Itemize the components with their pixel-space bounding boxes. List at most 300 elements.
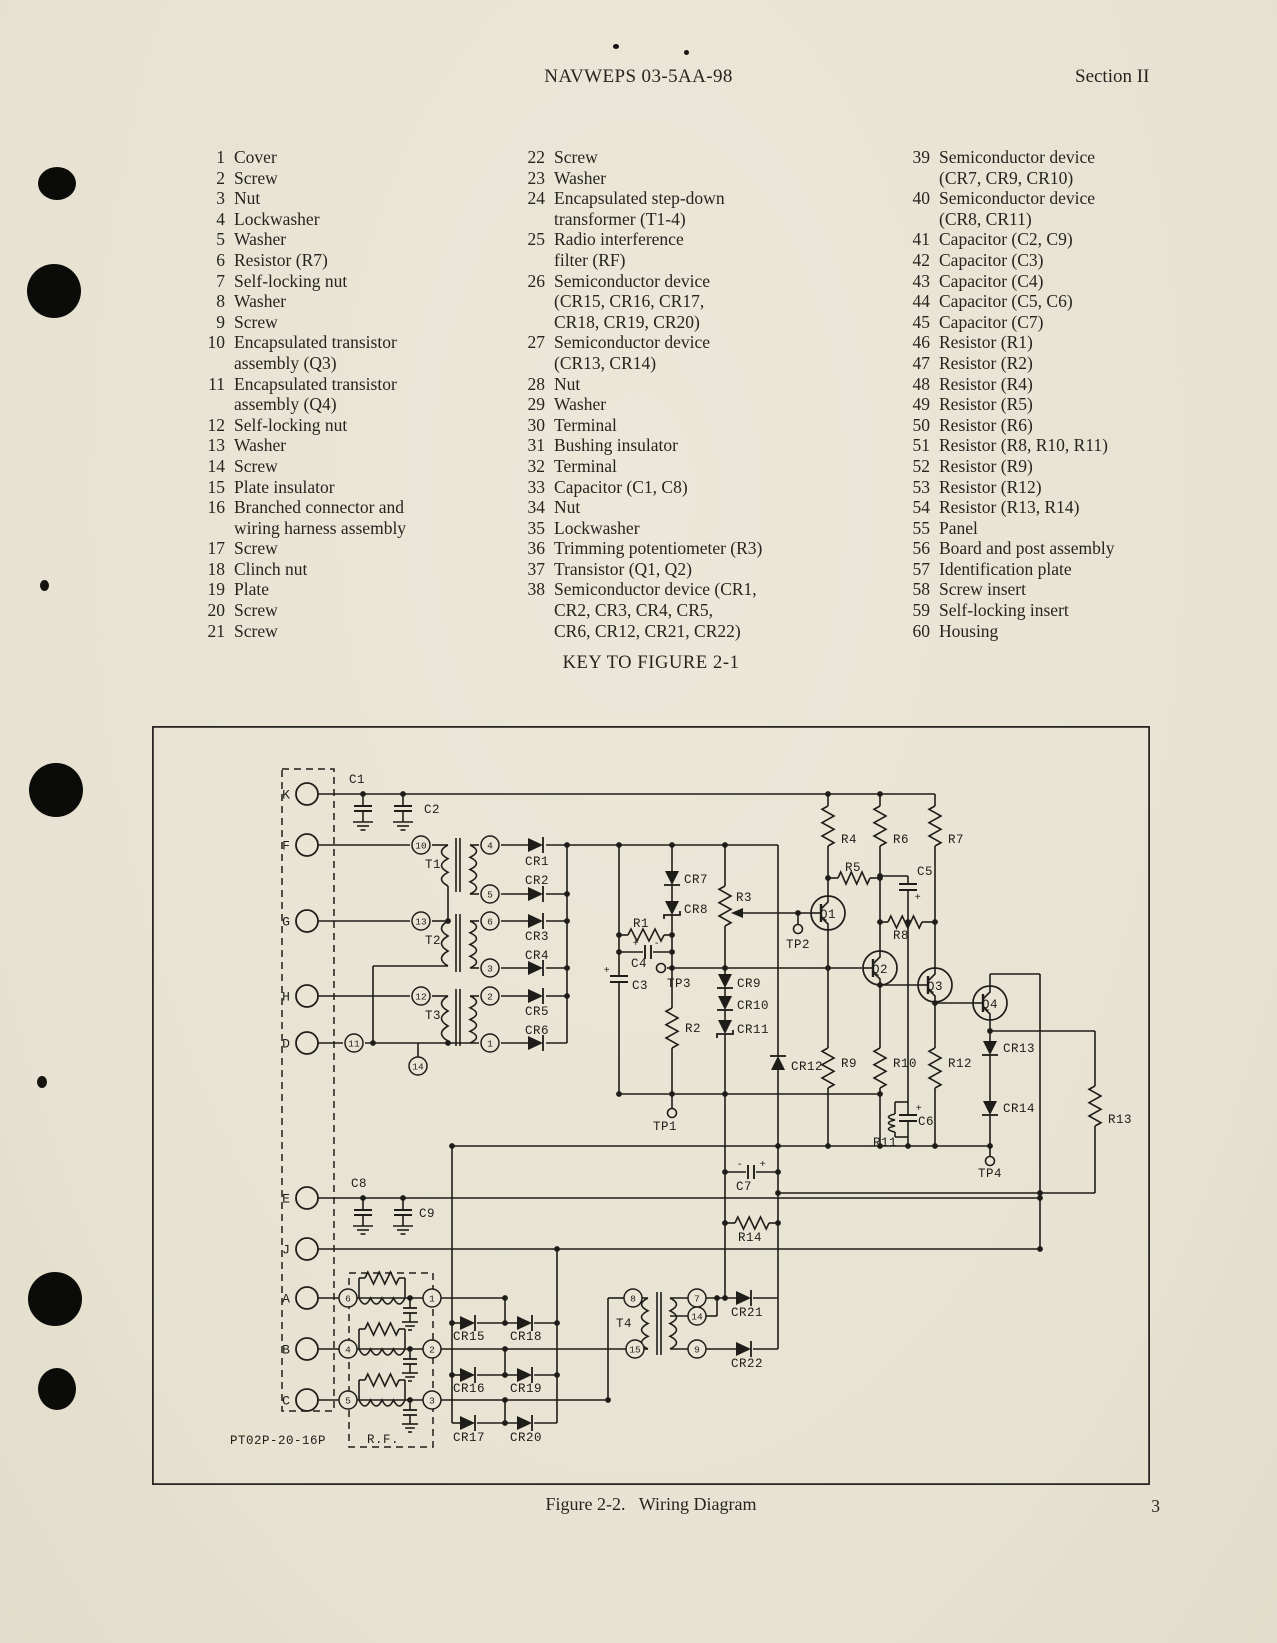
parts-item-text: Plate insulator	[234, 476, 335, 497]
parts-item	[517, 394, 862, 415]
schematic-label: CR6	[524, 1024, 550, 1038]
parts-item-text: CR6, CR12, CR21, CR22)	[554, 620, 741, 641]
parts-item-number: 55	[912, 517, 930, 538]
parts-item-text: Resistor (R12)	[939, 476, 1042, 497]
parts-item-number: 25	[527, 229, 545, 250]
schematic-label: T4	[615, 1317, 633, 1331]
parts-item-text: Resistor (R13, R14)	[939, 497, 1080, 518]
terminal-number: 5	[487, 889, 493, 901]
parts-item-text: Identification plate	[939, 558, 1072, 579]
parts-item	[517, 456, 862, 477]
parts-item-number: 56	[912, 538, 930, 559]
parts-item	[197, 621, 502, 642]
parts-item-number: 46	[912, 332, 930, 353]
schematic-label: TP1	[652, 1120, 678, 1134]
schematic-label: PT02P-20-16P	[230, 1434, 327, 1448]
parts-item	[517, 188, 862, 209]
parts-item-number: 36	[527, 538, 545, 559]
parts-item-text: Capacitor (C1, C8)	[554, 476, 688, 497]
parts-item-text: filter (RF)	[554, 249, 626, 270]
parts-item-number: 18	[207, 558, 225, 579]
parts-item-text: Washer	[554, 394, 607, 415]
terminal-number: 15	[629, 1344, 641, 1356]
parts-item-text: Washer	[234, 229, 287, 250]
schematic-label: C4	[630, 957, 648, 971]
parts-item-number: 40	[912, 188, 930, 209]
parts-item	[902, 374, 1162, 395]
parts-item-number: 11	[208, 373, 225, 394]
parts-item-number	[517, 291, 545, 312]
section-label: Section II	[1075, 66, 1150, 87]
parts-item-text: Capacitor (C3)	[939, 249, 1044, 270]
parts-item-number: 58	[912, 579, 930, 600]
parts-item-number: 30	[527, 414, 545, 435]
parts-item	[517, 415, 862, 436]
parts-item	[517, 374, 862, 395]
schematic-label: TP3	[666, 977, 692, 991]
parts-item	[902, 209, 1162, 230]
parts-item-number: 12	[207, 414, 225, 435]
parts-item-number: 43	[912, 270, 930, 291]
connector-pin-label: C	[282, 1393, 290, 1409]
schematic-label: C9	[419, 1207, 436, 1221]
parts-item-number: 17	[207, 538, 225, 559]
terminal-number: 13	[415, 916, 427, 928]
parts-item	[517, 518, 862, 539]
parts-item-text: Nut	[554, 497, 581, 518]
parts-item	[517, 168, 862, 189]
parts-item-number: 59	[912, 600, 930, 621]
parts-item-number	[517, 209, 545, 230]
parts-item	[517, 435, 862, 456]
parts-item	[517, 271, 862, 292]
parts-item-number: 10	[207, 332, 225, 353]
terminal-number: 2	[429, 1344, 435, 1356]
parts-item	[902, 271, 1162, 292]
parts-item-number	[197, 518, 225, 539]
connector-pin-label: F	[282, 838, 290, 854]
schematic-label: CR10	[737, 999, 770, 1013]
parts-item-text: Semiconductor device	[554, 270, 710, 291]
parts-item-text: Board and post assembly	[939, 538, 1115, 559]
parts-item-number: 8	[216, 291, 225, 312]
parts-item	[902, 518, 1162, 539]
parts-item	[517, 559, 862, 580]
parts-item	[197, 168, 502, 189]
schematic-label: R12	[948, 1057, 973, 1071]
parts-item-number: 23	[527, 167, 545, 188]
parts-item	[902, 621, 1162, 642]
schematic-label: T3	[424, 1009, 442, 1023]
parts-item	[902, 147, 1162, 168]
parts-item-text: (CR15, CR16, CR17,	[554, 291, 705, 312]
parts-item-number: 13	[207, 435, 225, 456]
parts-item-number: 45	[912, 311, 930, 332]
parts-item-text: Nut	[234, 188, 261, 209]
parts-item-text: Resistor (R5)	[939, 394, 1033, 415]
terminal-number: 3	[487, 963, 493, 975]
parts-item-text: Screw	[234, 311, 278, 332]
parts-item-text: Plate	[234, 579, 269, 600]
parts-item-number: 44	[912, 291, 930, 312]
parts-item	[902, 477, 1162, 498]
terminal-number: 2	[487, 991, 493, 1003]
terminal-number: 5	[345, 1395, 351, 1407]
parts-item-text: Panel	[939, 517, 978, 538]
schematic-label: R10	[893, 1057, 918, 1071]
terminal-number: 9	[694, 1344, 700, 1356]
wiring-diagram-figure-2-2	[152, 726, 1150, 1485]
scan-speck	[40, 580, 49, 591]
parts-item-text: Washer	[234, 435, 287, 456]
parts-item	[517, 147, 862, 168]
parts-item-number	[197, 394, 225, 415]
punch-hole	[28, 1272, 82, 1326]
parts-item-text: Encapsulated transistor	[234, 373, 397, 394]
parts-item-text: wiring harness assembly	[234, 517, 407, 538]
scan-speck	[613, 44, 619, 49]
parts-item-text: Resistor (R2)	[939, 352, 1033, 373]
parts-item	[197, 559, 502, 580]
figure-caption: Figure 2-2. Wiring Diagram	[545, 1494, 757, 1514]
parts-item-text: Semiconductor device (CR1,	[554, 579, 757, 600]
parts-item-text: Screw	[234, 538, 278, 559]
parts-item-text: Semiconductor device	[554, 332, 710, 353]
schematic-label: CR8	[684, 903, 709, 917]
parts-item-text: Resistor (R9)	[939, 455, 1033, 476]
parts-item-number: 50	[912, 414, 930, 435]
schematic-label: R6	[893, 833, 910, 847]
parts-item-text: Screw	[234, 620, 278, 641]
schematic-label: R9	[841, 1057, 858, 1071]
parts-item	[197, 477, 502, 498]
schematic-label: CR17	[452, 1431, 486, 1445]
parts-item	[517, 229, 862, 250]
terminal-number: 7	[694, 1293, 700, 1305]
parts-item-number	[517, 621, 545, 642]
parts-item	[197, 374, 502, 395]
scan-speck	[37, 1076, 47, 1088]
parts-item-text: Branched connector and	[234, 497, 405, 518]
schematic-label: R5	[844, 861, 862, 875]
schematic-label: T1	[424, 858, 442, 872]
parts-item-number	[902, 168, 930, 189]
parts-item-text: CR2, CR3, CR4, CR5,	[554, 600, 714, 621]
schematic-label: R8	[892, 929, 910, 943]
schematic-label: CR15	[452, 1330, 486, 1344]
parts-item-number: 15	[207, 476, 225, 497]
schematic-label: C8	[350, 1177, 368, 1191]
parts-item	[517, 312, 862, 333]
schematic-label: TP2	[785, 938, 811, 952]
parts-item	[517, 579, 862, 600]
parts-item	[902, 332, 1162, 353]
terminal-number: 4	[345, 1344, 351, 1356]
parts-item	[197, 312, 502, 333]
punch-hole	[27, 264, 81, 318]
parts-item	[902, 312, 1162, 333]
parts-item	[517, 477, 862, 498]
schematic-label: TP4	[977, 1167, 1003, 1181]
parts-item	[197, 579, 502, 600]
parts-item-text: assembly (Q3)	[234, 352, 337, 373]
schematic-label: +	[603, 966, 611, 977]
schematic-label: CR20	[509, 1431, 543, 1445]
parts-item-number: 52	[912, 455, 930, 476]
parts-item-number: 2	[216, 167, 225, 188]
terminal-number: 1	[487, 1038, 493, 1050]
schematic-label: R14	[737, 1231, 763, 1245]
parts-item-number: 31	[527, 435, 545, 456]
connector-pin-label: H	[282, 989, 290, 1005]
parts-item-text: CR18, CR19, CR20)	[554, 311, 700, 332]
parts-item-text: Capacitor (C2, C9)	[939, 229, 1073, 250]
connector-pin-label: B	[282, 1342, 290, 1358]
parts-item-text: Screw insert	[939, 579, 1026, 600]
parts-item	[197, 332, 502, 353]
terminal-number: 14	[691, 1311, 703, 1323]
parts-item	[517, 497, 862, 518]
parts-item-number: 54	[912, 497, 930, 518]
parts-item	[902, 353, 1162, 374]
terminal-number: 4	[487, 840, 493, 852]
schematic-label: CR18	[509, 1330, 543, 1344]
parts-item-text: Resistor (R6)	[939, 414, 1033, 435]
parts-item-text: Encapsulated step-down	[554, 188, 725, 209]
parts-item	[902, 600, 1162, 621]
connector-pin-label: G	[282, 914, 290, 930]
schematic-label: C3	[632, 979, 649, 993]
parts-item	[517, 538, 862, 559]
schematic-label: R2	[685, 1022, 702, 1036]
schematic-label: CR19	[509, 1382, 543, 1396]
parts-item-number: 29	[527, 394, 545, 415]
parts-item-number	[517, 600, 545, 621]
punch-hole	[38, 1368, 76, 1410]
parts-item-text: Terminal	[554, 455, 617, 476]
parts-item-number: 3	[216, 188, 225, 209]
parts-item-text: assembly (Q4)	[234, 394, 337, 415]
parts-item-text: Lockwasher	[554, 517, 640, 538]
schematic-label: R4	[841, 833, 858, 847]
parts-key-column-1	[197, 147, 502, 641]
parts-item-number: 42	[912, 249, 930, 270]
parts-item-number: 48	[912, 373, 930, 394]
schematic-label: R3	[736, 891, 753, 905]
schematic-label: R.F.	[366, 1433, 400, 1447]
parts-item-text: Washer	[554, 167, 607, 188]
parts-item-number: 33	[527, 476, 545, 497]
schematic-label: R7	[948, 833, 965, 847]
parts-item-number: 47	[912, 352, 930, 373]
parts-item-text: Screw	[554, 147, 598, 167]
parts-item-text: Semiconductor device	[939, 188, 1095, 209]
parts-item	[902, 497, 1162, 518]
parts-key-column-3	[902, 147, 1162, 641]
parts-item	[902, 394, 1162, 415]
parts-item	[197, 538, 502, 559]
schematic-label: Q3	[926, 980, 944, 994]
parts-item-number: 7	[216, 270, 225, 291]
schematic-label: CR21	[730, 1306, 764, 1320]
parts-item-number: 6	[216, 249, 225, 270]
schematic-label: CR3	[524, 930, 550, 944]
schematic-label: C7	[735, 1180, 753, 1194]
parts-item-number: 34	[527, 497, 545, 518]
schematic-label: CR1	[524, 855, 550, 869]
parts-item-text: (CR7, CR9, CR10)	[939, 167, 1074, 188]
schematic-label: Q4	[981, 998, 999, 1012]
schematic-label: -	[653, 939, 661, 950]
parts-item-text: Resistor (R4)	[939, 373, 1033, 394]
schematic-label: C5	[917, 865, 934, 879]
parts-item-number	[517, 312, 545, 333]
terminal-number: 11	[348, 1038, 360, 1050]
parts-item	[902, 456, 1162, 477]
parts-item-number: 38	[527, 579, 545, 600]
parts-item	[197, 456, 502, 477]
key-title: KEY TO FIGURE 2-1	[562, 653, 740, 673]
schematic-label: T2	[424, 934, 442, 948]
parts-item-number: 9	[216, 311, 225, 332]
terminal-number: 12	[415, 991, 427, 1003]
parts-item	[197, 188, 502, 209]
parts-item-number: 32	[527, 455, 545, 476]
parts-item-text: Trimming potentiometer (R3)	[554, 538, 763, 559]
parts-item-number: 51	[912, 435, 930, 456]
parts-item-text: Capacitor (C7)	[939, 311, 1044, 332]
parts-item	[197, 209, 502, 230]
connector-pin-label: K	[282, 787, 290, 803]
parts-item-text: Self-locking nut	[234, 270, 348, 291]
schematic-label: C1	[348, 773, 366, 787]
schematic-label: R1	[632, 917, 650, 931]
terminal-number: 1	[429, 1293, 435, 1305]
parts-item	[517, 332, 862, 353]
parts-item	[197, 271, 502, 292]
parts-item-number: 27	[527, 332, 545, 353]
parts-item	[902, 188, 1162, 209]
schematic-label: CR9	[737, 977, 762, 991]
parts-item-text: transformer (T1-4)	[554, 208, 686, 229]
parts-item-number: 22	[527, 147, 545, 167]
terminal-number: 6	[345, 1293, 351, 1305]
schematic-label: CR12	[791, 1060, 824, 1074]
parts-item-text: Capacitor (C5, C6)	[939, 291, 1073, 312]
parts-item-number: 41	[912, 229, 930, 250]
terminal-number: 10	[415, 840, 427, 852]
parts-item	[517, 621, 862, 642]
schematic-label: C6	[918, 1115, 935, 1129]
parts-item-text: Transistor (Q1, Q2)	[554, 558, 692, 579]
terminal-number: 8	[630, 1293, 636, 1305]
parts-item-text: Resistor (R7)	[234, 249, 328, 270]
parts-item	[517, 209, 862, 230]
parts-item	[517, 353, 862, 374]
parts-item	[902, 291, 1162, 312]
parts-item-number: 5	[216, 229, 225, 250]
parts-item	[902, 559, 1162, 580]
parts-item	[902, 168, 1162, 189]
parts-item-number: 1	[216, 147, 225, 167]
schematic-label: CR13	[1003, 1042, 1036, 1056]
parts-item-number: 19	[207, 579, 225, 600]
parts-item-number: 21	[207, 620, 225, 641]
parts-item-number: 14	[207, 455, 225, 476]
parts-item	[902, 415, 1162, 436]
schematic-label: +	[915, 1104, 923, 1115]
parts-item-text: Resistor (R1)	[939, 332, 1033, 353]
connector-pin-label: D	[282, 1036, 290, 1052]
parts-item	[517, 250, 862, 271]
parts-item-text: Washer	[234, 291, 287, 312]
parts-item-text: Screw	[234, 600, 278, 621]
parts-item	[902, 538, 1162, 559]
connector-pin-label: E	[282, 1191, 290, 1207]
schematic-label: CR2	[524, 874, 550, 888]
parts-item	[197, 518, 502, 539]
parts-item-number: 37	[527, 558, 545, 579]
parts-item-text: Self-locking insert	[939, 600, 1069, 621]
document-number: NAVWEPS 03-5AA-98	[544, 66, 733, 87]
terminal-number: 14	[412, 1061, 424, 1073]
parts-item	[902, 250, 1162, 271]
parts-key-column-2	[517, 147, 862, 641]
parts-item-text: Bushing insulator	[554, 435, 678, 456]
parts-item-number: 16	[207, 497, 225, 518]
parts-item-text: Clinch nut	[234, 558, 308, 579]
parts-item	[197, 291, 502, 312]
parts-item-number: 4	[216, 208, 225, 229]
parts-item-text: Nut	[554, 373, 581, 394]
schematic-label: CR14	[1003, 1102, 1036, 1116]
schematic-label: CR7	[684, 873, 709, 887]
parts-item-number	[517, 250, 545, 271]
parts-item	[902, 579, 1162, 600]
scan-speck	[684, 50, 689, 55]
parts-item-text: Cover	[234, 147, 277, 167]
parts-item	[197, 497, 502, 518]
parts-item	[902, 435, 1162, 456]
punch-hole	[29, 763, 83, 817]
page-number: 3	[1151, 1496, 1160, 1516]
parts-item	[197, 600, 502, 621]
parts-item	[197, 394, 502, 415]
parts-item-text: Semiconductor device	[939, 147, 1095, 167]
parts-item-text: Screw	[234, 455, 278, 476]
parts-item-text: (CR8, CR11)	[939, 208, 1032, 229]
parts-item-number: 57	[912, 558, 930, 579]
schematic-label: -	[736, 1160, 744, 1171]
parts-item	[197, 353, 502, 374]
parts-item	[197, 415, 502, 436]
parts-item-number	[197, 353, 225, 374]
parts-item-number	[902, 209, 930, 230]
schematic-label: Q1	[819, 908, 837, 922]
schematic-label: R11	[872, 1136, 898, 1150]
schematic-label: +	[759, 1160, 767, 1171]
schematic-label: CR5	[524, 1005, 550, 1019]
schematic-label: CR22	[730, 1357, 764, 1371]
schematic-label: CR4	[524, 949, 550, 963]
parts-item-number: 20	[207, 600, 225, 621]
punch-hole	[38, 167, 76, 200]
terminal-number: 3	[429, 1395, 435, 1407]
parts-item-number: 26	[527, 270, 545, 291]
schematic-label: CR11	[737, 1023, 770, 1037]
parts-item	[517, 291, 862, 312]
parts-item	[197, 229, 502, 250]
